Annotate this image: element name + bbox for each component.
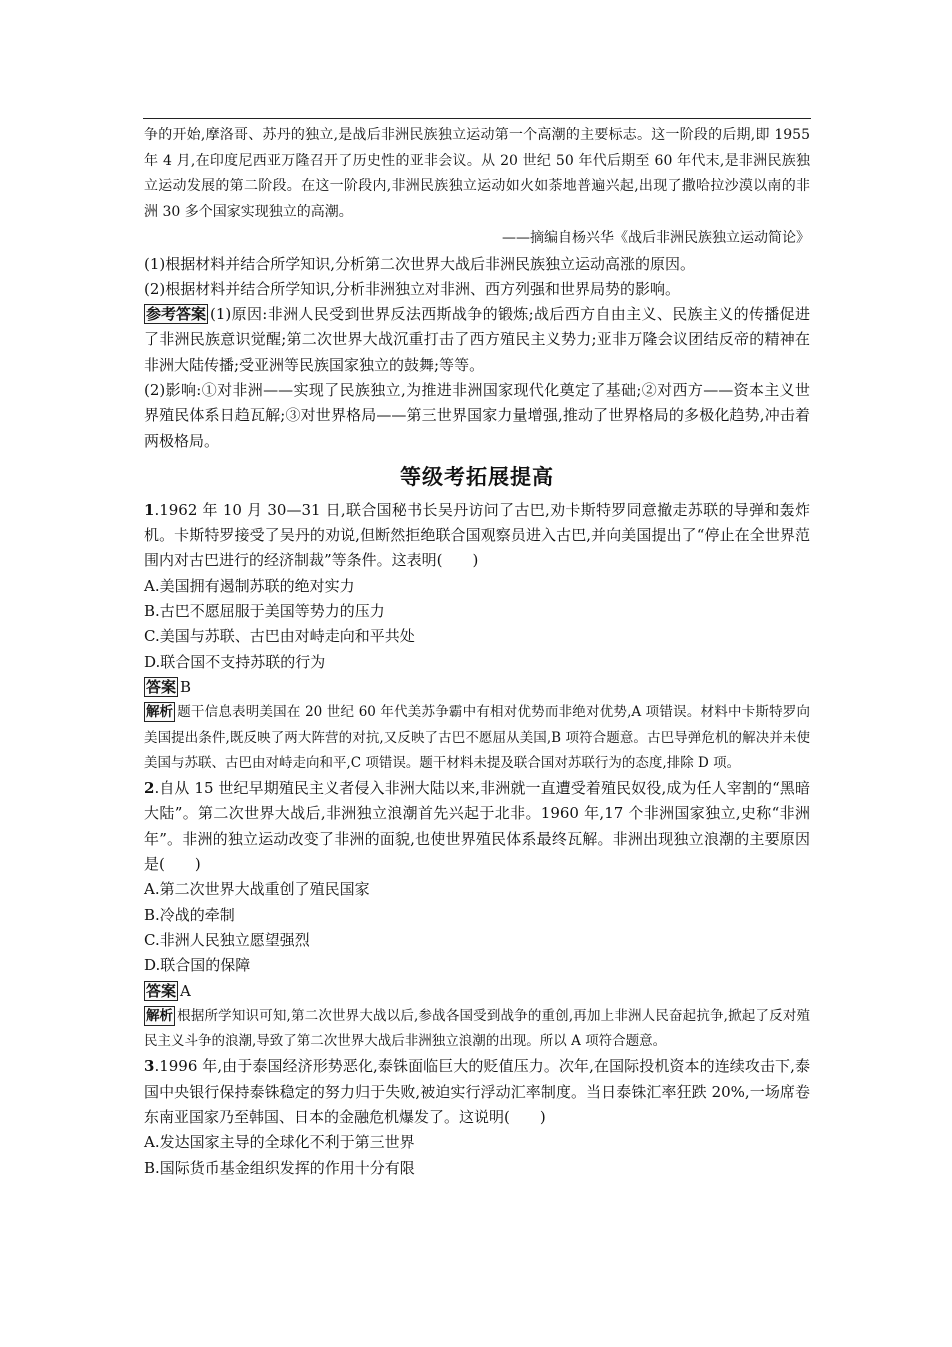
option-d: D.联合国的保障: [144, 956, 251, 975]
answer-line: [144, 675, 810, 700]
answer-label: 答案: [146, 677, 177, 696]
option-b: B.冷战的牵制: [144, 905, 235, 924]
question-number: 3: [144, 1057, 155, 1076]
answer-value: B: [180, 677, 192, 696]
option-c: C.美国与苏联、古巴由对峙走向和平共处: [144, 627, 415, 646]
question-stem: .自从 15 世纪早期殖民主义者侵入非洲大陆以来,非洲就一直遭受着殖民奴役,成为任人宰割的“黑暗大陆”。第二次世界大战后,非洲独立浪潮首先兴起于北非。1960 年,17 个非洲国家独立,史称“非洲年”。非洲的独立运动改变了非洲的面貌,也使世界殖民体系最终瓦解。非洲出现独立浪潮的主要原因是( ): [144, 779, 810, 874]
reference-answer-label: 参考答案: [146, 305, 207, 324]
analysis-label: 解析: [146, 1007, 173, 1024]
reference-answer-text-1: (1)原因:非洲人民受到世界反法西斯战争的锻炼;战后西方自由主义、民族主义的传播促进了非洲民族意识觉醒;第二次世界大战沉重打击了西方殖民主义势力;亚非万隆会议团结反帝的精神在非洲大陆传播;受亚洲等民族国家独立的鼓舞;等等。: [144, 305, 810, 374]
question-stem: .1996 年,由于泰国经济形势恶化,泰铢面临巨大的贬值压力。次年,在国际投机资本的连续攻击下,泰国中央银行保持泰铢稳定的努力归于失败,被迫实行浮动汇率制度。当日泰铢汇率狂跌 20%,一场席卷东南亚国家乃至韩国、日本的金融危机爆发了。这说明( ): [144, 1057, 810, 1127]
question-3: [144, 1054, 810, 1130]
analysis-line: [144, 1004, 810, 1055]
material-source: ——摘编自杨兴华《战后非洲民族独立运动简论》: [502, 229, 810, 246]
sub-question-2: (2)根据材料并结合所学知识,分析非洲独立对非洲、西方列强和世界局势的影响。: [144, 279, 681, 298]
sub-question-1: (1)根据材料并结合所学知识,分析第二次世界大战后非洲民族独立运动高涨的原因。: [144, 254, 696, 273]
question-1: [144, 498, 810, 574]
question-2: [144, 776, 810, 877]
option-d: D.联合国不支持苏联的行为: [144, 652, 326, 671]
analysis-label: 解析: [146, 704, 173, 721]
answer-line: [144, 979, 810, 1004]
reference-answer-part1: [144, 302, 810, 378]
option-a: A.发达国家主导的全球化不利于第三世界: [144, 1133, 415, 1152]
material-passage: 争的开始,摩洛哥、苏丹的独立,是战后非洲民族独立运动第一个高潮的主要标志。这一阶段的后期,即 1955 年 4 月,在印度尼西亚万隆召开了历史性的亚非会议。从 20 世纪 50 年代后期至 60 年代末,是非洲民族独立运动发展的第二阶段。在这一阶段内,非洲民族独立运动如火如荼地普遍兴起,出现了撒哈拉沙漠以南的非洲 30 多个国家实现独立的高潮。: [144, 127, 810, 221]
analysis-text: 题干信息表明美国在 20 世纪 60 年代美苏争霸中有相对优势而非绝对优势,A 项错误。材料中卡斯特罗向美国提出条件,既反映了两大阵营的对抗,又反映了古巴不愿屈从美国,B 项符合题意。古巴导弹危机的解决并未使美国与苏联、古巴由对峙走向和平,C 项错误。题干材料未提及联合国对苏联行为的态度,排除 D 项。: [144, 704, 810, 771]
option-a: A.美国拥有遏制苏联的绝对实力: [144, 576, 355, 595]
option-a: A.第二次世界大战重创了殖民国家: [144, 880, 370, 899]
question-number: 1: [144, 500, 155, 519]
analysis-line: [144, 700, 810, 776]
answer-value: A: [180, 981, 191, 1000]
document-body: [144, 123, 810, 1181]
option-c: C.非洲人民独立愿望强烈: [144, 930, 310, 949]
header-rule: [143, 118, 811, 119]
reference-answer-part2: (2)影响:①对非洲——实现了民族独立,为推进非洲国家现代化奠定了基础;②对西方——资本主义世界殖民体系日趋瓦解;③对世界格局——第三世界国家力量增强,推动了世界格局的多极化趋势,冲击着两极格局。: [144, 381, 810, 450]
answer-label: 答案: [146, 981, 177, 1000]
analysis-text: 根据所学知识可知,第二次世界大战以后,参战各国受到战争的重创,再加上非洲人民奋起抗争,掀起了反对殖民主义斗争的浪潮,导致了第二次世界大战后非洲独立浪潮的出现。所以 A 项符合题意。: [144, 1007, 810, 1050]
question-number: 2: [144, 779, 155, 798]
option-b: B.国际货币基金组织发挥的作用十分有限: [144, 1158, 415, 1177]
option-b: B.古巴不愿屈服于美国等势力的压力: [144, 602, 385, 621]
question-stem: .1962 年 10 月 30—31 日,联合国秘书长吴丹访问了古巴,劝卡斯特罗同意撤走苏联的导弹和轰炸机。卡斯特罗接受了吴丹的劝说,但断然拒绝联合国观察员进入古巴,并向美国提出了“停止在全世界范围内对古巴进行的经济制裁”等条件。这表明( ): [144, 500, 810, 570]
section-title: 等级考拓展提高: [400, 464, 554, 489]
